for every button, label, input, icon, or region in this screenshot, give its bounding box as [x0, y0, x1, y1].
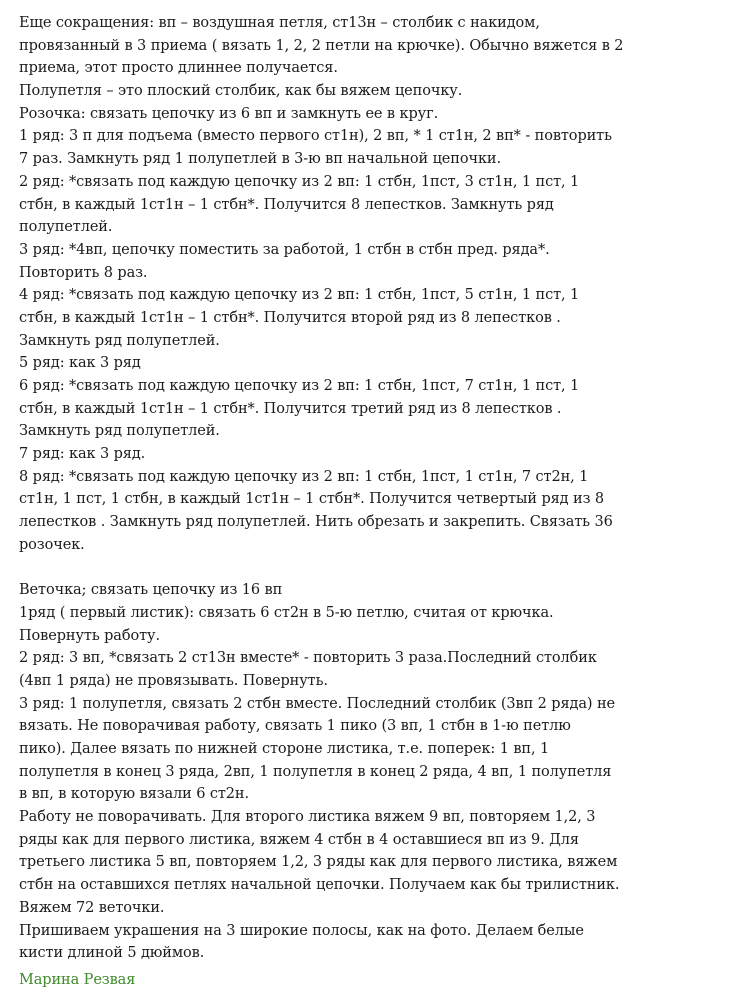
text-line: вязать. Не поворачивая работу, связать 1 пико (3 вп, 1 стбн в 1-ю петлю	[19, 718, 571, 735]
paragraph-gap	[19, 557, 737, 580]
text-line: Розочка: связать цепочку из 6 вп и замкнуть ее в круг.	[19, 105, 439, 122]
text-line: (4вп 1 ряда) не провязывать. Повернуть.	[19, 672, 328, 689]
text-line: пико). Далее вязать по нижней стороне листика, т.е. поперек: 1 вп, 1	[19, 741, 550, 757]
text-line: 1 ряд: 3 п для подъема (вместо первого ст1н), 2 вп, * 1 ст1н, 2 вп* - повторить	[19, 128, 612, 145]
text-line: в вп, в которую вязали 6 ст2н.	[19, 786, 250, 803]
text-line: полупетля в конец 3 ряда, 2вп, 1 полупетля в конец 2 ряда, 4 вп, 1 полупетля	[19, 763, 612, 780]
author-signature: Марина Резвая	[19, 971, 136, 988]
text-line: стбн на оставшихся петлях начальной цепочки. Получаем как бы трилистник.	[19, 877, 620, 894]
text-line: полупетлей.	[19, 219, 113, 236]
text-line: Пришиваем украшения на 3 широкие полосы, как на фото. Делаем белые	[19, 922, 584, 939]
text-line: третьего листика 5 вп, повторяем 1,2, 3 ряды как для первого листика, вяжем	[19, 854, 618, 871]
text-line: Еще сокращения: вп – воздушная петля, ст13н – столбик с накидом,	[19, 15, 540, 31]
text-line: Замкнуть ряд полупетлей.	[19, 423, 220, 440]
text-line: стбн, в каждый 1ст1н – 1 стбн*. Получится 8 лепестков. Замкнуть ряд	[19, 196, 554, 213]
document-body	[19, 12, 737, 992]
text-line: 3 ряд: *4вп, цепочку поместить за работой, 1 стбн в стбн пред. ряда*.	[19, 241, 550, 258]
text-line: Замкнуть ряд полупетлей.	[19, 332, 220, 349]
text-line: 3 ряд: 1 полупетля, связать 2 стбн вместе. Последний столбик (3вп 2 ряда) не	[19, 695, 615, 712]
text-line: 1ряд ( первый листик): связать 6 ст2н в 5-ю петлю, считая от крючка.	[19, 604, 554, 621]
text-line: 7 раз. Замкнуть ряд 1 полупетлей в 3-ю вп начальной цепочки.	[19, 151, 502, 168]
text-line: 8 ряд: *связать под каждую цепочку из 2 вп: 1 стбн, 1пст, 1 ст1н, 7 ст2н, 1	[19, 468, 589, 485]
text-line: Полупетля – это плоский столбик, как бы вяжем цепочку.	[19, 83, 463, 100]
text-line: Работу не поворачивать. Для второго листика вяжем 9 вп, повторяем 1,2, 3	[19, 809, 596, 826]
text-line: 2 ряд: *связать под каждую цепочку из 2 вп: 1 стбн, 1пст, 3 ст1н, 1 пст, 1	[19, 173, 580, 190]
text-line: розочек.	[19, 536, 85, 553]
text-line: стбн, в каждый 1ст1н – 1 стбн*. Получится третий ряд из 8 лепестков .	[19, 400, 562, 417]
text-line: провязанный в 3 приема ( вязать 1, 2, 2 петли на крючке). Обычно вяжется в 2	[19, 37, 624, 54]
text-line: стбн, в каждый 1ст1н – 1 стбн*. Получится второй ряд из 8 лепестков .	[19, 309, 561, 326]
text-line: ряды как для первого листика, вяжем 4 стбн в 4 оставшиеся вп из 9. Для	[19, 831, 579, 848]
text-line: Повторить 8 раз.	[19, 264, 148, 281]
text-line: кисти длиной 5 дюймов.	[19, 945, 205, 962]
text-line: 7 ряд: как 3 ряд.	[19, 446, 146, 463]
text-line: Веточка; связать цепочку из 16 вп	[19, 582, 283, 599]
text-line: 4 ряд: *связать под каждую цепочку из 2 вп: 1 стбн, 1пст, 5 ст1н, 1 пст, 1	[19, 287, 580, 304]
text-line: 5 ряд: как 3 ряд	[19, 355, 141, 372]
text-line: 6 ряд: *связать под каждую цепочку из 2 вп: 1 стбн, 1пст, 7 ст1н, 1 пст, 1	[19, 378, 580, 394]
text-line: лепестков . Замкнуть ряд полупетлей. Нить обрезать и закрепить. Связать 36	[19, 514, 613, 531]
text-line: 2 ряд: 3 вп, *связать 2 ст13н вместе* - повторить 3 раза.Последний столбик	[19, 650, 597, 667]
text-line: ст1н, 1 пст, 1 стбн, в каждый 1ст1н – 1 стбн*. Получится четвертый ряд из 8	[19, 491, 605, 508]
text-line: Повернуть работу.	[19, 627, 160, 644]
text-line: приема, этот просто длиннее получается.	[19, 60, 338, 77]
text-line: Вяжем 72 веточки.	[19, 899, 165, 916]
